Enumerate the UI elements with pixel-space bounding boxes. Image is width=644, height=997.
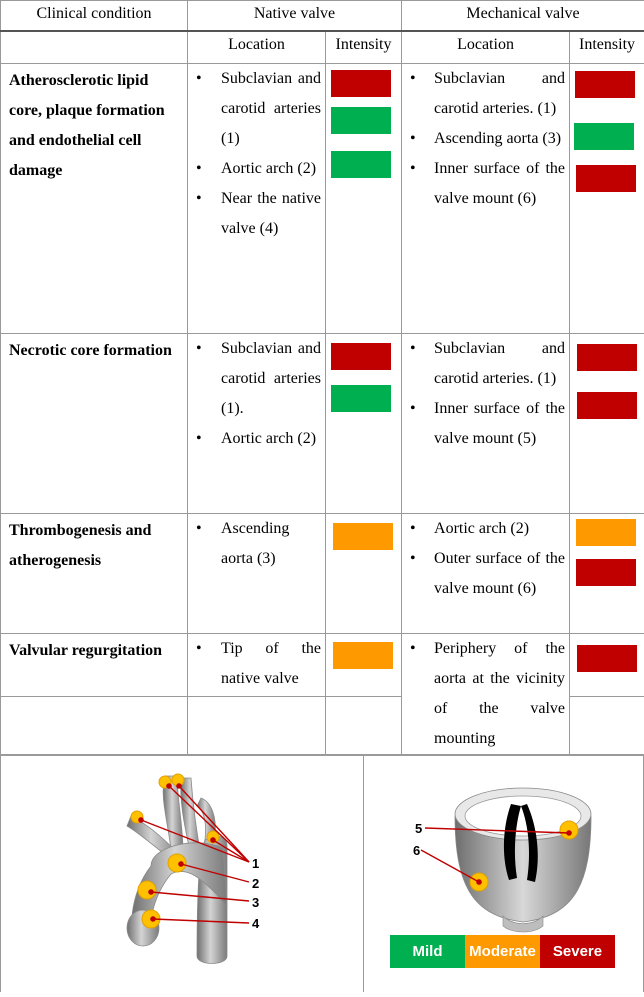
aorta-illustration bbox=[1, 756, 363, 992]
header-mechanical-valve: Mechanical valve bbox=[402, 1, 644, 32]
mech-location-cell bbox=[402, 514, 570, 634]
list-item: • Inner surface of the valve mount (6) bbox=[402, 154, 565, 214]
header-clinical-condition: Clinical condition bbox=[1, 1, 188, 32]
marker-dot bbox=[560, 821, 578, 839]
aorta-figure bbox=[0, 756, 364, 992]
condition-cell: Valvular regurgitation bbox=[1, 634, 188, 697]
valve-label: 5 bbox=[415, 821, 422, 836]
list-item: • Subclavian and carotid arteries (1) bbox=[188, 64, 321, 154]
intensity-swatch bbox=[575, 71, 635, 98]
list-item: • Periphery of the aorta at the vicinity of the valve mounting bbox=[402, 634, 565, 754]
native-intensity-cell bbox=[326, 334, 402, 514]
header-row bbox=[1, 1, 644, 32]
list-item: • Aortic arch (2) bbox=[188, 424, 321, 454]
header-native-valve: Native valve bbox=[188, 1, 402, 32]
native-intensity-cell bbox=[326, 634, 402, 697]
intensity-swatch bbox=[576, 559, 636, 586]
mech-location-cell bbox=[402, 634, 570, 755]
intensity-swatch bbox=[333, 642, 393, 669]
valve-label: 6 bbox=[413, 843, 420, 858]
list-item: • Subclavian and carotid arteries. (1) bbox=[402, 64, 565, 124]
list-item: • Inner surface of the valve mount (5) bbox=[402, 394, 565, 454]
intensity-swatch bbox=[577, 645, 637, 672]
table-row bbox=[1, 514, 644, 634]
mech-intensity-cell bbox=[570, 334, 644, 514]
marker-dot bbox=[168, 854, 186, 872]
aorta-label: 3 bbox=[252, 895, 259, 910]
subheader-native-intensity: Intensity bbox=[326, 31, 402, 64]
intensity-swatch bbox=[574, 123, 634, 150]
native-intensity-cell bbox=[326, 514, 402, 634]
native-location-cell bbox=[188, 634, 326, 697]
intensity-swatch bbox=[576, 519, 636, 546]
empty-cell bbox=[326, 697, 402, 755]
legend-moderate: Moderate bbox=[465, 935, 540, 968]
subheader-row bbox=[1, 31, 644, 64]
valve-figure bbox=[363, 756, 644, 992]
mech-location-cell bbox=[402, 334, 570, 514]
intensity-swatch bbox=[331, 343, 391, 370]
intensity-swatch bbox=[576, 165, 636, 192]
native-location-cell bbox=[188, 64, 326, 334]
legend-mild: Mild bbox=[390, 935, 465, 968]
list-item: • Ascending aorta (3) bbox=[402, 124, 565, 154]
marker-dot bbox=[172, 774, 184, 786]
marker-dot bbox=[131, 811, 143, 823]
table-row bbox=[1, 334, 644, 514]
list-item: • Near the native valve (4) bbox=[188, 184, 321, 244]
intensity-legend bbox=[390, 935, 615, 968]
list-item: • Tip of the native valve bbox=[188, 634, 321, 694]
intensity-swatch bbox=[331, 151, 391, 178]
table-row bbox=[1, 64, 644, 334]
condition-cell: Thrombogenesis and atherogenesis bbox=[1, 514, 188, 634]
aorta-label: 4 bbox=[252, 916, 260, 931]
figure-panel bbox=[0, 755, 644, 993]
native-location-cell bbox=[188, 334, 326, 514]
list-item: • Subclavian and carotid arteries. (1) bbox=[402, 334, 565, 394]
table-row bbox=[1, 634, 644, 697]
intensity-swatch bbox=[331, 107, 391, 134]
subheader-mech-location: Location bbox=[402, 31, 570, 64]
empty-cell bbox=[188, 697, 326, 755]
marker-dot bbox=[207, 831, 219, 843]
legend-severe: Severe bbox=[540, 935, 615, 968]
list-item: • Aortic arch (2) bbox=[188, 154, 321, 184]
intensity-swatch bbox=[333, 523, 393, 550]
intensity-swatch bbox=[331, 70, 391, 97]
mech-intensity-cell bbox=[570, 634, 644, 697]
valve-shape bbox=[455, 788, 591, 932]
intensity-swatch bbox=[577, 344, 637, 371]
marker-dot bbox=[138, 881, 156, 899]
intensity-swatch bbox=[577, 392, 637, 419]
list-item: • Outer surface of the valve mount (6) bbox=[402, 544, 565, 604]
empty-cell bbox=[1, 697, 188, 755]
intensity-swatch bbox=[331, 385, 391, 412]
condition-cell: Atherosclerotic lipid core, plaque formation and endothelial cell damage bbox=[1, 64, 188, 334]
list-item: • Aortic arch (2) bbox=[402, 514, 565, 544]
mech-location-cell bbox=[402, 64, 570, 334]
aorta-label: 1 bbox=[252, 856, 259, 871]
aorta-label: 2 bbox=[252, 876, 259, 891]
subheader-empty bbox=[1, 31, 188, 64]
list-item: • Subclavian and carotid arteries (1). bbox=[188, 334, 321, 424]
subheader-mech-intensity: Intensity bbox=[570, 31, 644, 64]
mech-intensity-cell bbox=[570, 64, 644, 334]
list-item: • Ascending aorta (3) bbox=[188, 514, 321, 574]
mech-intensity-cell bbox=[570, 514, 644, 634]
empty-cell bbox=[570, 697, 644, 755]
condition-cell: Necrotic core formation bbox=[1, 334, 188, 514]
subheader-native-location: Location bbox=[188, 31, 326, 64]
native-intensity-cell bbox=[326, 64, 402, 334]
native-location-cell bbox=[188, 514, 326, 634]
